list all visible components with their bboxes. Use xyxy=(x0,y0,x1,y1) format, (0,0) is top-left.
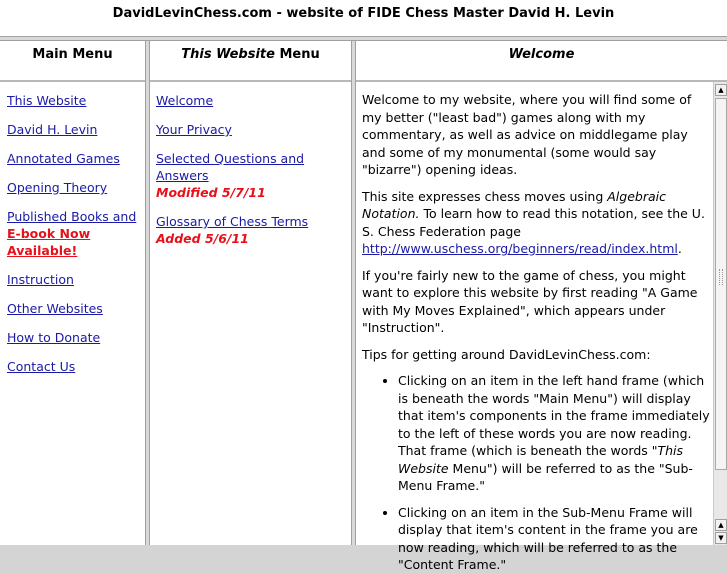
main-menu-item-contact-us xyxy=(7,358,145,375)
main-menu-link-other-websites[interactable]: Other Websites xyxy=(7,301,103,316)
notation-text-a: This site expresses chess moves using xyxy=(362,188,608,204)
tips-intro: Tips for getting around DavidLevinChess.com: xyxy=(362,346,651,362)
content-scrollbar[interactable] xyxy=(713,82,727,545)
main-menu-link-david-levin[interactable]: David H. Levin xyxy=(7,122,98,137)
sub-menu-frame xyxy=(150,41,351,545)
main-menu-item-this-website xyxy=(7,92,145,109)
main-menu-link-contact-us[interactable]: Contact Us xyxy=(7,359,76,374)
added-date-note: Added 5/6/11 xyxy=(156,231,249,246)
main-menu-item-instruction xyxy=(7,271,145,288)
notation-paragraph xyxy=(362,188,713,258)
main-menu-link-published-books[interactable] xyxy=(7,209,145,259)
sub-menu-item-welcome xyxy=(156,92,351,109)
scrollbar-thumb[interactable] xyxy=(715,98,727,470)
main-menu-link-how-to-donate[interactable]: How to Donate xyxy=(7,330,101,345)
tip-item-2: • Clicking on an item in the Sub-Menu Frame will display that item's content in the frame you are now reading, which will be referred to as the "Content Frame." xyxy=(398,504,713,574)
site-title-banner xyxy=(0,0,727,36)
sub-menu-item-privacy xyxy=(156,121,351,138)
sub-menu-heading xyxy=(150,41,351,82)
tip1-text-emphasis: This Website xyxy=(398,443,684,476)
sub-menu-heading-emphasis: This Website xyxy=(181,47,275,62)
sub-menu-list xyxy=(150,82,351,247)
content-body xyxy=(356,82,713,572)
content-heading: Welcome xyxy=(356,41,727,82)
welcome-paragraph: Welcome to my website, where you will find some of my better ("least bad") games along with my commentary, as well as advice on middlegame play and some of my monumental (some would say "bizarre") opening ideas. xyxy=(362,92,692,177)
main-menu-link-this-website[interactable]: This Website xyxy=(7,93,87,108)
main-menu-item-how-to-donate xyxy=(7,329,145,346)
main-menu-heading: Main Menu xyxy=(0,41,145,82)
main-menu-item-opening-theory xyxy=(7,179,145,196)
main-menu-item-published-books xyxy=(7,208,145,259)
tip1-text-b: Menu") will be referred to as the "Sub-Menu Frame." xyxy=(398,460,693,493)
tips-list xyxy=(382,372,713,574)
sub-menu-item-glossary xyxy=(156,213,351,247)
modified-date-note: Modified 5/7/11 xyxy=(156,185,266,200)
scroll-up-arrow-icon[interactable]: ▲ xyxy=(715,84,727,96)
site-title: DavidLevinChess.com - website of FIDE Chess Master David H. Levin xyxy=(112,6,615,21)
scroll-up-arrow-icon-lower[interactable]: ▲ xyxy=(715,519,727,531)
sub-menu-item-questions xyxy=(156,150,351,201)
notation-text-c: . xyxy=(677,241,682,256)
tip-item-1 xyxy=(398,372,713,495)
main-menu-frame xyxy=(0,41,145,545)
ebook-now-available-badge: E-book Now Available! xyxy=(7,226,91,258)
scroll-down-arrow-icon[interactable]: ▼ xyxy=(715,532,727,544)
sub-menu-link-glossary[interactable]: Glossary of Chess Terms xyxy=(156,214,309,229)
published-books-label: Published Books and xyxy=(7,209,137,224)
sub-menu-link-questions[interactable]: Selected Questions and Answers xyxy=(156,151,305,183)
tip1-text-a: Clicking on an item in the left hand frame (which is beneath the words "Main Menu") will display that item's components in the frame immediately to the left of these words you are now reading. That frame (which is beneath the words " xyxy=(398,373,710,458)
notation-text-emphasis: Algebraic Notation. xyxy=(362,188,666,221)
main-menu-item-other-websites xyxy=(7,300,145,317)
main-menu-item-david-levin xyxy=(7,121,145,138)
sub-menu-link-welcome[interactable]: Welcome xyxy=(156,93,214,108)
scrollbar-grip-icon xyxy=(719,269,723,285)
main-menu-item-annotated-games xyxy=(7,150,145,167)
main-menu-link-opening-theory[interactable]: Opening Theory xyxy=(7,180,108,195)
notation-text-b: To learn how to read this notation, see the U. S. Chess Federation page xyxy=(362,206,705,239)
beginner-paragraph: If you're fairly new to the game of chess, you might want to explore this website by first reading "A Game with My Moves Explained", which appears under "Instruction". xyxy=(362,267,698,335)
main-menu-link-annotated-games[interactable]: Annotated Games xyxy=(7,151,120,166)
sub-menu-link-privacy[interactable]: Your Privacy xyxy=(156,122,232,137)
main-menu-list xyxy=(0,82,145,375)
main-menu-link-instruction[interactable]: Instruction xyxy=(7,272,74,287)
content-frame xyxy=(356,41,727,572)
uschess-link[interactable]: http://www.uschess.org/beginners/read/index.html xyxy=(362,241,678,256)
sub-menu-heading-rest: Menu xyxy=(274,47,320,62)
